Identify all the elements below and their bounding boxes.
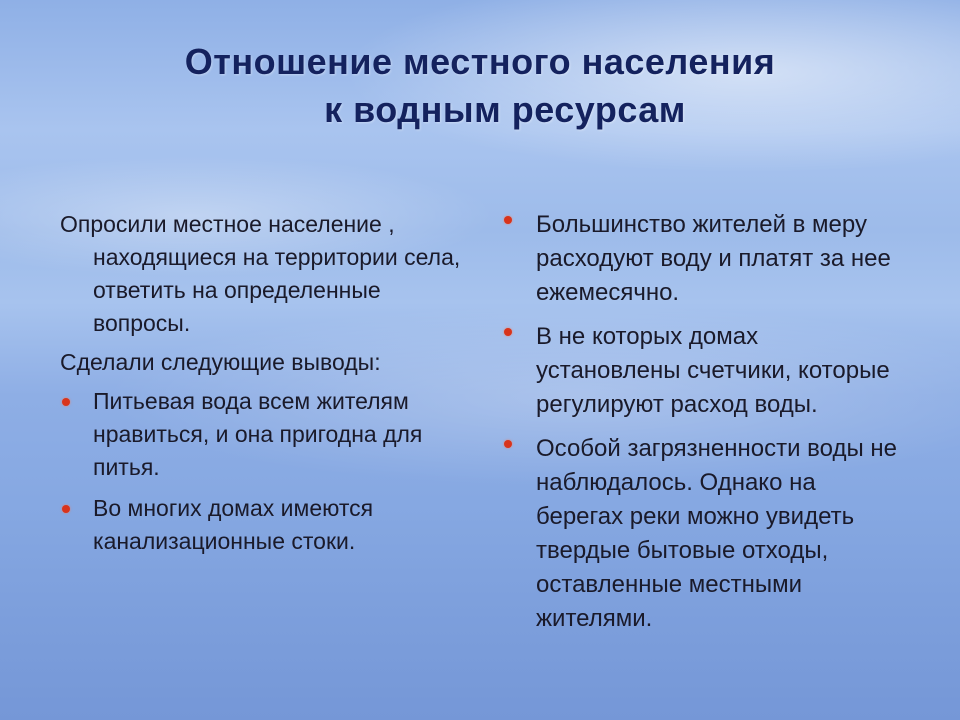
left-bullet-text: Во многих домах имеются канализационные стоки.	[93, 495, 374, 554]
left-column	[60, 208, 480, 566]
left-bullet-item	[60, 385, 480, 484]
right-bullet-item	[498, 432, 908, 636]
left-bullet-item	[60, 492, 480, 558]
bullet-dot-icon	[62, 505, 70, 513]
slide-title-line2: к водным ресурсам	[324, 89, 686, 130]
right-bullet-item	[498, 320, 908, 422]
slide-title-line1: Отношение местного населения	[184, 41, 776, 82]
left-bullet-text: Питьевая вода всем жителям нравиться, и она пригодна для питья.	[93, 388, 423, 480]
right-bullet-text: В не которых домах установлены счетчики, которые регулируют расход воды.	[536, 323, 890, 418]
survey-intro-text: Опросили местное население , находящиеся на территории села, ответить на определенные вопросы.	[60, 211, 461, 336]
right-column	[498, 208, 908, 646]
bullet-dot-icon	[504, 216, 512, 224]
conclusions-heading: Сделали следующие выводы:	[60, 349, 381, 375]
bullet-dot-icon	[62, 398, 70, 406]
right-bullet-text: Большинство жителей в меру расходуют воду и платят за нее ежемесячно.	[536, 211, 891, 306]
right-bullet-text: Особой загрязненности воды не наблюдалось. Однако на берегах реки можно увидеть твердые бытовые отходы, оставленные местными жителями.	[536, 435, 897, 632]
bullet-dot-icon	[504, 440, 512, 448]
bullet-dot-icon	[504, 328, 512, 336]
right-bullet-item	[498, 208, 908, 310]
slide-title	[40, 38, 920, 134]
